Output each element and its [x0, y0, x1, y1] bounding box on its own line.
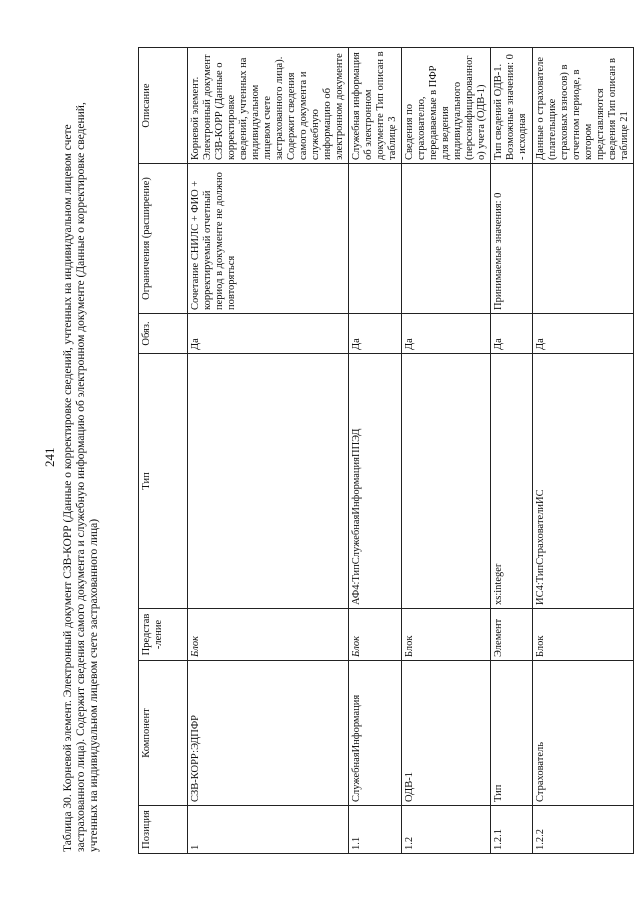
cell-position: 1: [188, 806, 349, 854]
cell-required: Да: [349, 314, 402, 354]
table-row: [188, 48, 349, 854]
cell-type: АФ4:ТипСлужебнаяИнформацияППЭД: [349, 354, 402, 609]
cell-restrictions: Сочетание СНИЛС + ФИО + корректируемый отчетный период в документе не должно повторяться: [188, 164, 349, 314]
table-row: [402, 48, 491, 854]
cell-representation: Блок: [402, 609, 491, 661]
cell-position: 1.2: [402, 806, 491, 854]
cell-component: Страхователь: [533, 661, 634, 806]
cell-position: 1.2.1: [491, 806, 533, 854]
cell-component: ОДВ-1: [402, 661, 491, 806]
cell-type: [402, 354, 491, 609]
table-row: [533, 48, 634, 854]
cell-type: ИС4:ТипСтрахователиИС: [533, 354, 634, 609]
cell-restrictions: [402, 164, 491, 314]
cell-required: Да: [491, 314, 533, 354]
header-required: Обяз.: [139, 314, 188, 354]
header-component: Компонент: [139, 661, 188, 806]
cell-type: xs:integer: [491, 354, 533, 609]
cell-component: СлужебнаяИнформация: [349, 661, 402, 806]
header-restrictions: Ограничения (расширение): [139, 164, 188, 314]
cell-type: [188, 354, 349, 609]
cell-representation: Блок: [533, 609, 634, 661]
header-description: Описание: [139, 48, 188, 164]
cell-restrictions: [533, 164, 634, 314]
cell-position: 1.1: [349, 806, 402, 854]
cell-required: Да: [533, 314, 634, 354]
cell-description: Данные о страхователе (плательщике страховых взносов) в отчетном периоде, в котором представляются сведения Тип описан в таблице 21: [533, 48, 634, 164]
table-row: [491, 48, 533, 854]
cell-component: СЗВ-КОРР:ЭДПФР: [188, 661, 349, 806]
cell-description: Корневой элемент. Электронный документ СЗВ-КОРР (Данные о корректировке сведений, учтенных на индивидуальном лицевом счете застрахованного лица). Содержит сведения самого документа и служебную информацию об электронном документе: [188, 48, 349, 164]
cell-description: Сведения по страхователю, передаваемые в ПФР для ведения индивидуального (персонифицированного) учета (ОДВ-1): [402, 48, 491, 164]
table-header-row: [139, 48, 188, 854]
cell-description: Тип сведений ОДВ-1. Возможные значения: 0 - исходная: [491, 48, 533, 164]
header-representation: Представ-ление: [139, 609, 188, 661]
table-row: [349, 48, 402, 854]
header-position: Позиция: [139, 806, 188, 854]
page-number: 241: [42, 447, 57, 467]
table-caption: Таблица 30. Корневой элемент. Электронный документ СЗВ-КОРР (Данные о корректировке сведений, учтенных на индивидуальном лицевом счете застрахованного лица). Содержит сведения самого документа и служебную информацию об электронном документе (Данные о корректировке сведений, учтенных на индивидуальном лицевом счете застрахованного лица): [62, 102, 100, 852]
cell-required: Да: [188, 314, 349, 354]
header-type: Тип: [139, 354, 188, 609]
cell-representation: Блок: [349, 609, 402, 661]
cell-representation: Элемент: [491, 609, 533, 661]
cell-component: Тип: [491, 661, 533, 806]
cell-description: Служебная информация об электронном документе Тип описан в таблице 3: [349, 48, 402, 164]
cell-restrictions: [349, 164, 402, 314]
cell-representation: Блок: [188, 609, 349, 661]
rotated-page-content: [40, 12, 630, 892]
cell-required: Да: [402, 314, 491, 354]
cell-position: 1.2.2: [533, 806, 634, 854]
components-table: [138, 47, 634, 854]
cell-restrictions: Принимаемые значения: 0: [491, 164, 533, 314]
